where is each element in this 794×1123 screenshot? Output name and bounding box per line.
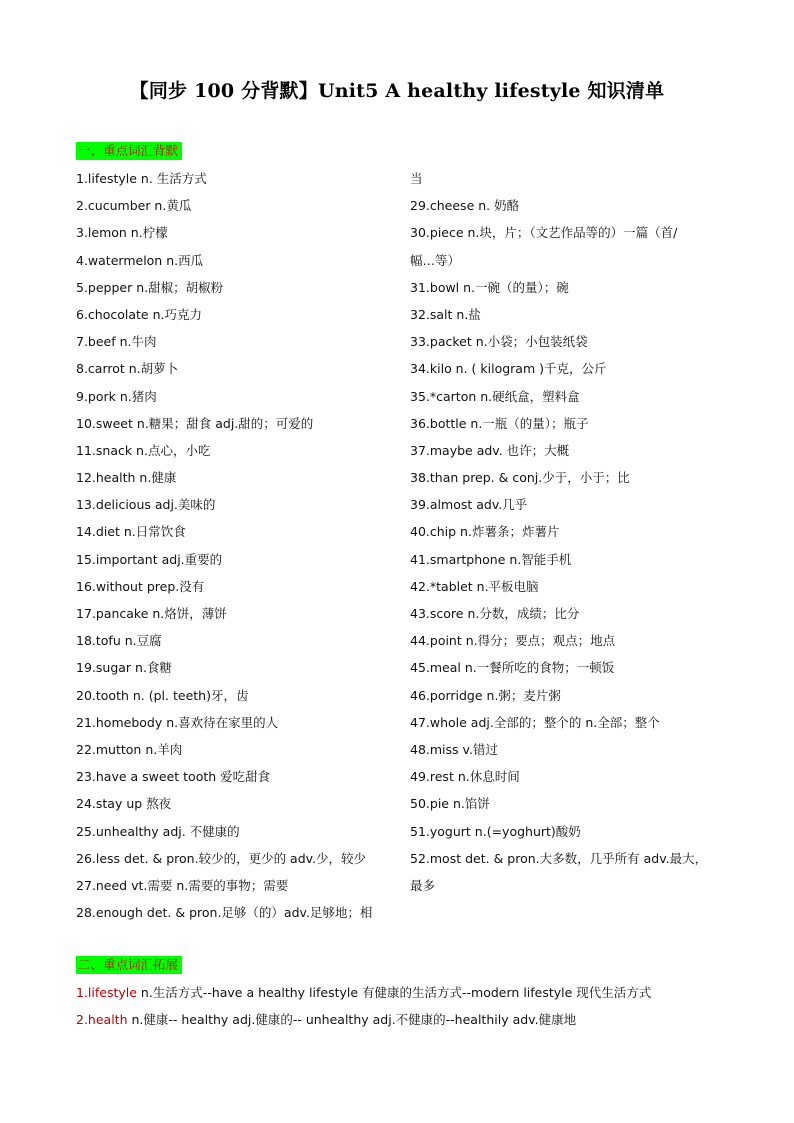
vocabulary-item: 51.yogurt n.(=yoghurt)酸奶: [410, 823, 581, 839]
vocabulary-item: 36.bottle n.一瓶（的量）；瓶子: [410, 415, 589, 431]
section-heading-key-vocabulary: 一、重点词汇背默: [76, 142, 182, 160]
vocabulary-item: 19.sugar n.食糖: [76, 660, 172, 676]
vocabulary-item: 16.without prep.没有: [76, 578, 205, 594]
vocabulary-item: 7.beef n.牛肉: [76, 334, 157, 350]
vocabulary-item: 47.whole adj.全部的；整个的 n.全部；整个: [410, 714, 660, 730]
vocabulary-item: 50.pie n.馅饼: [410, 796, 490, 812]
vocabulary-item: 8.carrot n.胡萝卜: [76, 361, 179, 377]
vocabulary-item: 42.*tablet n.平板电脑: [410, 578, 539, 594]
section-heading-vocabulary-expansion: 二、重点词汇拓展: [76, 956, 182, 974]
vocabulary-item: 11.snack n.点心，小吃: [76, 442, 211, 458]
expansion-headword: 2.health: [76, 1012, 128, 1027]
expansion-headword: 1.lifestyle: [76, 985, 137, 1000]
expansion-line: [76, 1009, 756, 1031]
vocabulary-item: 13.delicious adj.美味的: [76, 497, 216, 513]
vocabulary-item: 3.lemon n.柠檬: [76, 225, 168, 241]
vocabulary-item: 14.diet n.日常饮食: [76, 524, 186, 540]
vocabulary-item: 幅…等）: [410, 252, 461, 268]
vocabulary-item: 23.have a sweet tooth 爱吃甜食: [76, 769, 271, 785]
vocabulary-item: 15.important adj.重要的: [76, 551, 223, 567]
vocabulary-item: 28.enough det. & pron.足够（的）adv.足够地；相: [76, 905, 373, 921]
vocabulary-item: 当: [410, 171, 423, 186]
vocabulary-item: 35.*carton n.硬纸盒，塑料盒: [410, 388, 580, 404]
vocabulary-item: 21.homebody n.喜欢待在家里的人: [76, 714, 279, 730]
vocabulary-item: 22.mutton n.羊肉: [76, 741, 183, 757]
expansion-line: [76, 982, 756, 1004]
vocabulary-item: 49.rest n.休息时间: [410, 769, 520, 785]
vocabulary-item: 34.kilo n. ( kilogram )千克，公斤: [410, 361, 607, 377]
page-title: 【同步 100 分背默】Unit5 A healthy lifestyle 知识清单: [129, 80, 665, 102]
vocabulary-item: 6.chocolate n.巧克力: [76, 306, 202, 322]
vocabulary-item: 最多: [410, 877, 436, 893]
vocabulary-item: 17.pancake n.烙饼，薄饼: [76, 606, 227, 621]
vocabulary-left-column: [76, 168, 396, 929]
vocabulary-item: 2.cucumber n.黄瓜: [76, 198, 192, 214]
expansion-text: n.生活方式--have a healthy lifestyle 有健康的生活方式--modern lifestyle 现代生活方式: [136, 985, 652, 1000]
vocabulary-item: 43.score n.分数，成绩；比分: [410, 606, 580, 621]
vocabulary-item: 26.less det. & pron.较少的，更少的 adv.少，较少: [76, 850, 367, 866]
vocabulary-item: 5.pepper n.甜椒；胡椒粉: [76, 279, 224, 295]
vocabulary-item: 9.pork n.猪肉: [76, 388, 157, 404]
vocabulary-item: 38.than prep. & conj.少于，小于；比: [410, 470, 630, 486]
vocabulary-item: 25.unhealthy adj. 不健康的: [76, 823, 240, 839]
vocabulary-item: 29.cheese n. 奶酪: [410, 198, 520, 214]
vocabulary-item: 27.need vt.需要 n.需要的事物；需要: [76, 877, 289, 893]
vocabulary-item: 40.chip n.炸薯条；炸薯片: [410, 524, 560, 540]
vocabulary-item: 41.smartphone n.智能手机: [410, 551, 572, 567]
vocabulary-item: 31.bowl n.一碗（的量）；碗: [410, 279, 569, 295]
vocabulary-item: 1.lifestyle n. 生活方式: [76, 171, 207, 186]
vocabulary-item: 52.most det. & pron.大多数，几乎所有 adv.最大，: [410, 850, 708, 866]
vocabulary-item: 45.meal n.一餐所吃的食物；一顿饭: [410, 660, 615, 676]
vocabulary-item: 48.miss v.错过: [410, 741, 498, 757]
vocabulary-item: 39.almost adv.几乎: [410, 497, 528, 513]
vocabulary-item: 32.salt n.盐: [410, 306, 481, 322]
vocabulary-item: 33.packet n.小袋；小包装纸袋: [410, 334, 588, 350]
vocabulary-item: 24.stay up 熬夜: [76, 796, 172, 812]
vocabulary-item: 20.tooth n. (pl. teeth)牙，齿: [76, 687, 249, 703]
expansion-text: n.健康-- healthy adj.健康的-- unhealthy adj.不健康的--healthily adv.健康地: [127, 1012, 577, 1027]
vocabulary-item: 10.sweet n.糖果；甜食 adj.甜的；可爱的: [76, 415, 314, 431]
vocabulary-item: 37.maybe adv. 也许；大概: [410, 442, 570, 458]
vocabulary-item: 30.piece n.块，片；（文艺作品等的）一篇（首/: [410, 225, 678, 241]
vocabulary-item: 4.watermelon n.西瓜: [76, 252, 204, 268]
vocabulary-item: 18.tofu n.豆腐: [76, 633, 162, 649]
vocabulary-item: 46.porridge n.粥；麦片粥: [410, 687, 561, 703]
vocabulary-item: 12.health n.健康: [76, 470, 177, 486]
vocabulary-right-column: [410, 168, 740, 902]
vocabulary-item: 44.point n.得分；要点；观点；地点: [410, 633, 616, 649]
